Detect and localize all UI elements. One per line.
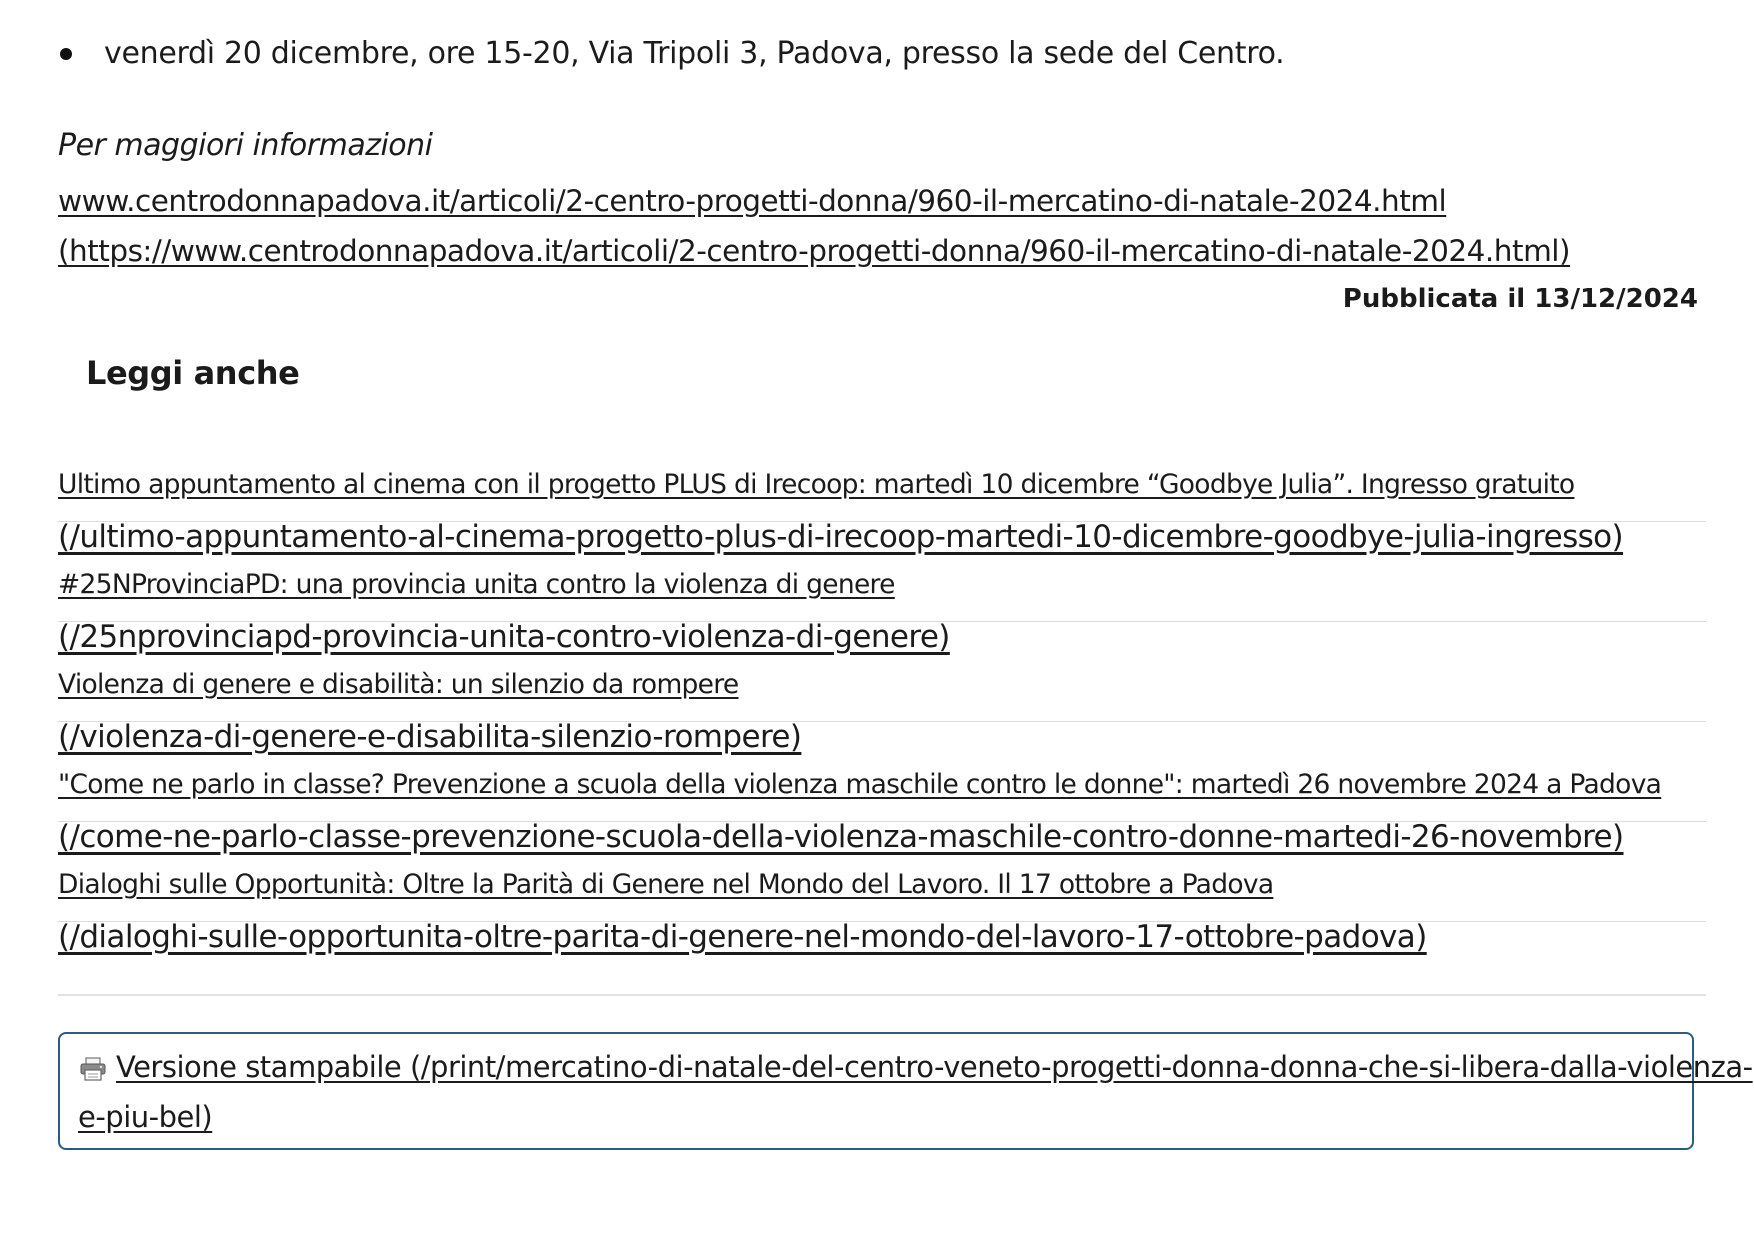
related-item-title[interactable]: #25NProvinciaPD: una provincia unita contro la violenza di genere [58,569,895,600]
related-list [58,469,1706,969]
more-info-url[interactable]: (https://www.centrodonnapadova.it/articoli/2-centro-progetti-donna/960-il-mercatino-di-natale-2024.html) [58,234,1571,268]
bullet-icon [60,48,72,60]
related-item-title[interactable]: Ultimo appuntamento al cinema con il progetto PLUS di Irecoop: martedì 10 dicembre “Goodbye Julia”. Ingresso gratuito [58,469,1575,500]
event-list-item [58,36,1284,71]
related-item [58,869,1706,969]
related-item-url[interactable]: (/ultimo-appuntamento-al-cinema-progetto-plus-di-irecoop-martedi-10-dicembre-goodbye-julia-ingresso) [58,519,1624,555]
publication-date: Pubblicata il 13/12/2024 [1342,284,1698,314]
related-item [58,469,1706,569]
more-info-link[interactable]: www.centrodonnapadova.it/articoli/2-centro-progetti-donna/960-il-mercatino-di-natale-2024.html [58,184,1447,218]
related-item [58,769,1706,869]
printer-icon [80,1057,106,1081]
related-item-url[interactable]: (/violenza-di-genere-e-disabilita-silenzio-rompere) [58,719,802,755]
related-item [58,569,1706,669]
related-item-title[interactable]: Dialoghi sulle Opportunità: Oltre la Parità di Genere nel Mondo del Lavoro. Il 17 ottobre a Padova [58,869,1274,900]
related-item [58,669,1706,769]
printable-version-link-continuation[interactable]: e-piu-bel) [78,1100,213,1134]
related-item-url[interactable]: (/dialoghi-sulle-opportunita-oltre-parita-di-genere-nel-mondo-del-lavoro-17-ottobre-padova) [58,919,1427,955]
related-item-url[interactable]: (/come-ne-parlo-classe-prevenzione-scuola-della-violenza-maschile-contro-donne-martedi-26-novembre) [58,819,1624,855]
related-item-title[interactable]: "Come ne parlo in classe? Prevenzione a scuola della violenza maschile contro le donne": martedì 26 novembre 2024 a Padova [58,769,1662,800]
related-item-url[interactable]: (/25nprovinciapd-provincia-unita-contro-violenza-di-genere) [58,619,950,655]
related-heading: Leggi anche [86,354,300,392]
event-text: venerdì 20 dicembre, ore 15-20, Via Tripoli 3, Padova, presso la sede del Centro. [104,36,1285,71]
more-info-label: Per maggiori informazioni [58,128,433,163]
section-divider [58,994,1706,996]
printable-version-link[interactable]: Versione stampabile (/print/mercatino-di-natale-del-centro-veneto-progetti-donna-donna-che-si-libera-dalla-violenza- [116,1050,1753,1084]
related-item-title[interactable]: Violenza di genere e disabilità: un silenzio da rompere [58,669,739,700]
printable-version-box [58,1032,1753,1150]
